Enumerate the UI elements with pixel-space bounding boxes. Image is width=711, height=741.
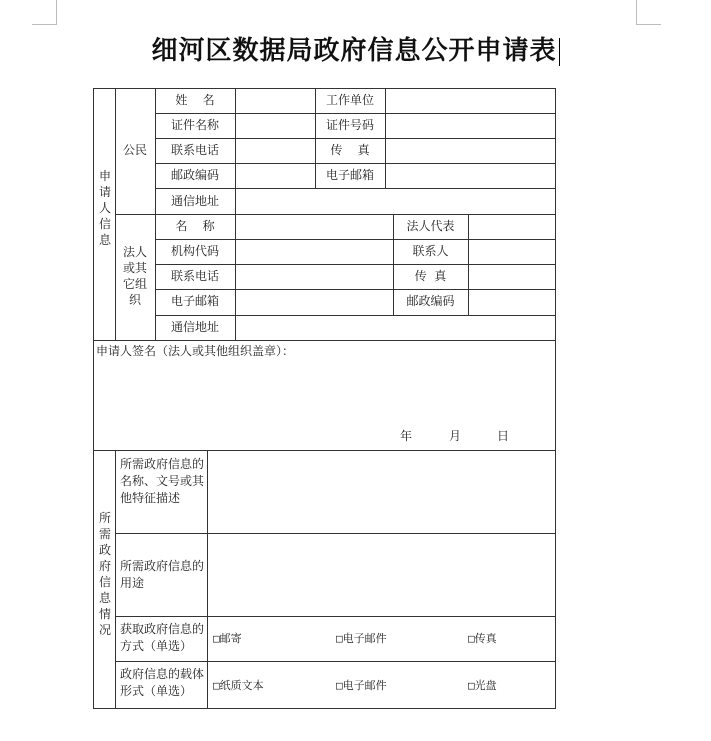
field-label: 法人代表 xyxy=(406,219,455,233)
desc-label: 所需政府信息的名称、文号或其他特征描述 xyxy=(120,457,205,505)
document-title[interactable]: 细河区数据局政府信息公开申请表 xyxy=(0,30,711,67)
row-line xyxy=(93,450,556,451)
col-line xyxy=(115,450,116,708)
table-border-left xyxy=(93,88,94,709)
carrier-option-paper[interactable]: □纸质文本 xyxy=(213,679,264,692)
row-line xyxy=(93,340,556,341)
table-border-right xyxy=(555,88,556,709)
row-line xyxy=(155,163,556,164)
citizen-label: 公民 xyxy=(122,143,147,157)
method-option-mail[interactable]: □邮寄 xyxy=(213,632,242,645)
row-line xyxy=(115,616,556,617)
col-line xyxy=(235,88,236,340)
row-line xyxy=(115,661,556,662)
field-label: 传 真 xyxy=(414,269,447,283)
method-option-email[interactable]: □电子邮件 xyxy=(336,632,387,645)
field-label: 证件名称 xyxy=(170,118,219,132)
text-cursor xyxy=(559,38,560,66)
carrier-option-email[interactable]: □电子邮件 xyxy=(336,679,387,692)
field-label: 工作单位 xyxy=(325,93,374,107)
table-border-top xyxy=(93,88,556,89)
field-label: 通信地址 xyxy=(170,194,219,208)
row-line xyxy=(155,289,556,290)
signature-label: 申请人签名（法人或其他组织盖章）： xyxy=(96,344,295,358)
field-label: 通信地址 xyxy=(170,320,219,334)
row-line xyxy=(155,264,556,265)
field-label: 机构代码 xyxy=(170,244,219,258)
row-line xyxy=(155,315,556,316)
field-label: 邮政编码 xyxy=(406,294,455,308)
col-line xyxy=(468,214,469,315)
use-label: 所需政府信息的用途 xyxy=(120,559,205,590)
page-corner-mark xyxy=(636,0,661,25)
field-label: 姓 名 xyxy=(175,93,215,107)
field-label: 联系电话 xyxy=(170,269,219,283)
application-form-table xyxy=(93,88,556,710)
carrier-option-disc[interactable]: □光盘 xyxy=(468,679,497,692)
row-line xyxy=(155,113,556,114)
field-label: 证件号码 xyxy=(325,118,374,132)
row-line xyxy=(115,214,556,215)
method-label: 获取政府信息的方式（单选） xyxy=(120,622,205,653)
col-line xyxy=(385,88,386,189)
field-label: 邮政编码 xyxy=(170,168,219,182)
field-label: 名 称 xyxy=(175,219,215,233)
page-corner-mark xyxy=(32,0,57,25)
field-label: 联系电话 xyxy=(170,143,219,157)
field-label: 电子邮箱 xyxy=(170,294,219,308)
field-label: 电子邮箱 xyxy=(325,168,374,182)
row-line xyxy=(115,533,556,534)
table-border-bottom xyxy=(93,708,556,709)
field-label: 传 真 xyxy=(330,143,370,157)
info-section-label: 所需政府信息情况 xyxy=(98,511,111,637)
applicant-section-label: 申请人信息 xyxy=(98,169,111,247)
method-option-fax[interactable]: □传真 xyxy=(468,632,497,645)
carrier-label: 政府信息的载体形式（单选） xyxy=(120,667,205,698)
org-label: 法人或其它组织 xyxy=(122,245,147,307)
row-line xyxy=(155,138,556,139)
col-line xyxy=(115,88,116,340)
col-line xyxy=(207,450,208,708)
date-year: 年 xyxy=(400,429,413,443)
row-line xyxy=(155,188,556,189)
date-day: 日 xyxy=(497,429,510,443)
field-label: 联系人 xyxy=(412,244,449,258)
row-line xyxy=(155,239,556,240)
date-month: 月 xyxy=(449,429,462,443)
